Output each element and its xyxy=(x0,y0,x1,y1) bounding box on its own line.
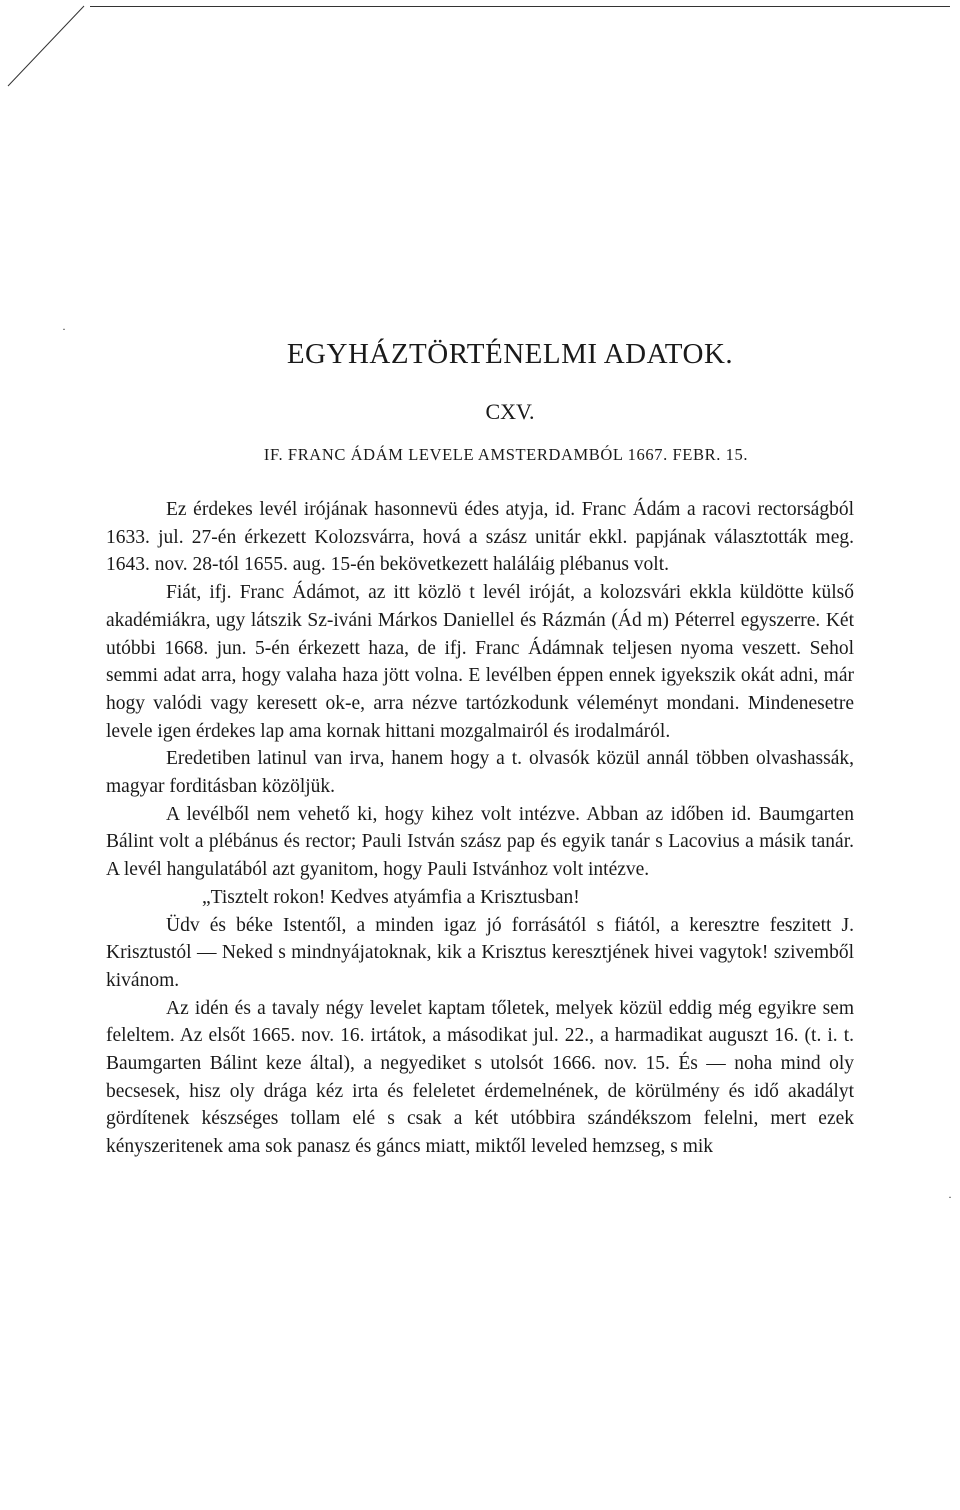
page-top-rule xyxy=(90,6,950,7)
scan-corner-line xyxy=(0,0,90,90)
page-title: EGYHÁZTÖRTÉNELMI ADATOK. xyxy=(286,338,734,370)
document-page xyxy=(106,336,854,1161)
letter-paragraph: Az idén és a tavaly négy levelet kaptam tőletek, melyek közül eddig még egyikre sem feleltem. Az elsőt 1665. nov. 16. irtátok, a másodikat jul. 22., a harmadikat auguszt 16. (t. i. t. Baumgarten Bálint keze által), a negyediket s utolsót 1666. nov. 15. És — noha mind oly becsesek, hisz oly drága kéz irta és feleletet érdemelnének, de körülmény és idő akadályt gördítenek készséges tollam elé s csak a két utóbbira szándékszom felelni, mert ezek kényszeritenek ama sok panasz és gáncs miatt, miktől leveled hemzseg, s mik xyxy=(106,997,854,1158)
intro-paragraph: Ez érdekes levél irójának hasonnevü édes atyja, id. Franc Ádám a racovi rectorságból 1633. jul. 27-én érkezett Kolozsvárra, hová a szász unitár ekkl. papjának választották meg. 1643. nov. 28-tól 1655. aug. 15-én bekövetkezett haláláig plébanus volt. xyxy=(106,499,854,576)
margin-dot: · xyxy=(62,322,66,336)
section-number: CXV. xyxy=(485,399,535,424)
letter-paragraph: Üdv és béke Istentől, a minden igaz jó forrásától s fiától, a keresztre feszitett J. Krisztustól — Neked s mindnyájatoknak, kik a Krisztus keresztjének hivei vagytok! szivemből kivánom. xyxy=(106,914,854,991)
section-subtitle: IF. FRANC ÁDÁM LEVELE AMSTERDAMBÓL 1667. FEBR. 15. xyxy=(263,445,749,464)
intro-paragraph: Fiát, ifj. Franc Ádámot, az itt közlö t levél iróját, a kolozsvári ekkla küldötte külső akadémiákra, ugy látszik Sz-iváni Márkos Daniellel és Rázmán (Ád m) Péterrel egyszerre. Két utóbbi 1668. jun. 5-én érkezett haza, de ifj. Franc Ádámnak teljesen nyoma veszett. Sehol semmi adat arra, hogy valaha haza jött volna. E levélben éppen ennek igyekszik okát adni, már hogy valódi vagy keresett ok-e, arra nézve tartózkodunk véleményt mondani. Mindenesetre levele igen érdekes lap ama kornak hittani mozgalmairól és irodalmáról. xyxy=(106,582,854,742)
intro-paragraph: A levélből nem vehető ki, hogy kihez volt intézve. Abban az időben id. Baumgarten Bálint volt a plébánus és rector; Pauli István szász pap és egyik tanár s Lacovius a másik tanár. A levél hangulatából azt gyanitom, hogy Pauli Istvánhoz volt intézve. xyxy=(106,803,854,881)
margin-dot: · xyxy=(948,1190,952,1204)
intro-paragraph: Eredetiben latinul van irva, hanem hogy a t. olvasók közül annál többen olvashassák, magyar forditásban közöljük. xyxy=(106,748,854,798)
letter-greeting: „Tisztelt rokon! Kedves atyámfia a Krisztusban! xyxy=(202,886,580,908)
